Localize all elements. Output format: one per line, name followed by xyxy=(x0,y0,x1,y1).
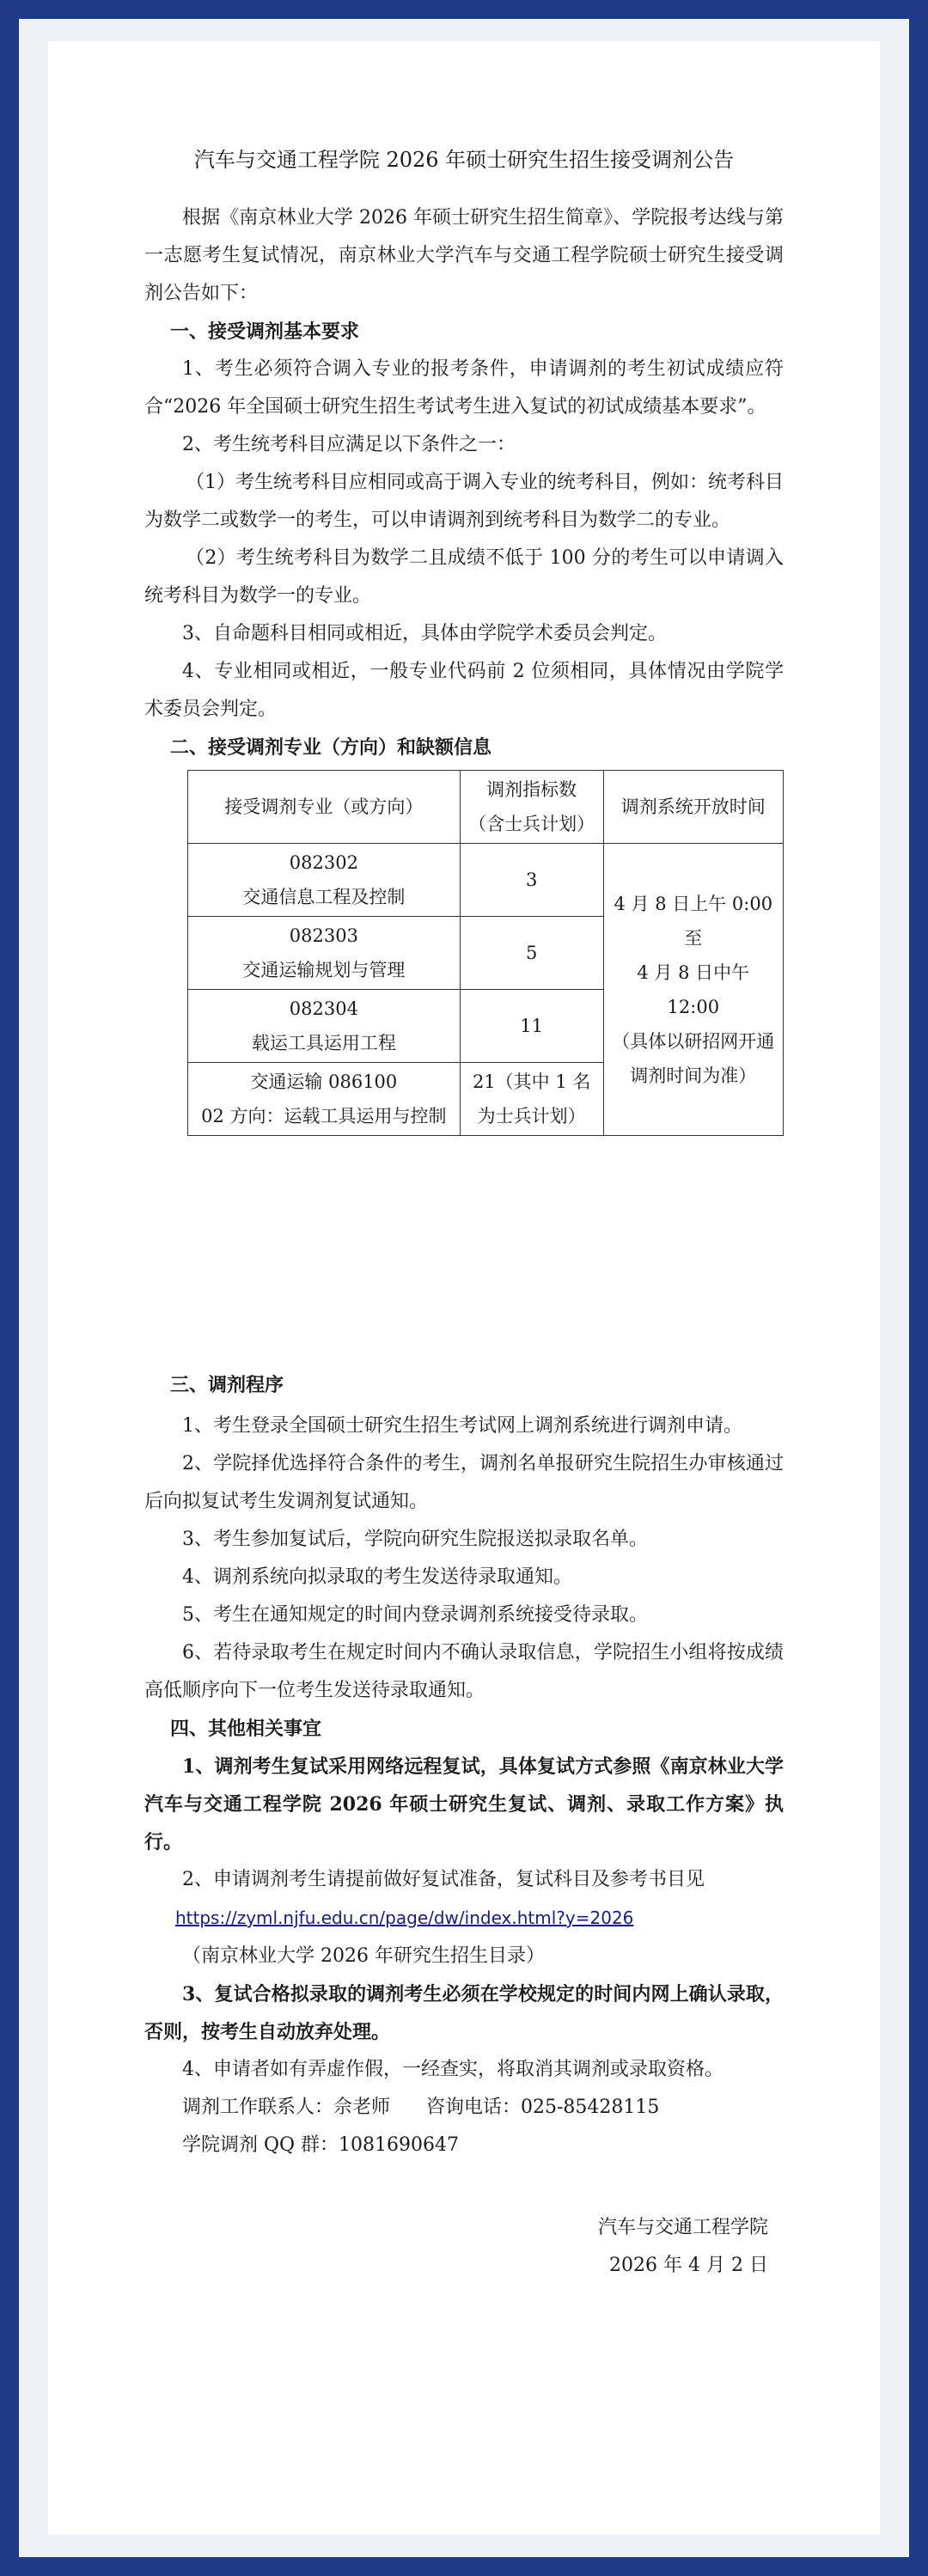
open-time-end: 4 月 8 日中午 12:00 xyxy=(637,961,750,1017)
catalog-link[interactable]: https://zyml.njfu.edu.cn/page/dw/index.html?y=2026 xyxy=(175,1908,634,1928)
section1-item-1: 1、考生必须符合调入专业的报考条件，申请调剂的考生初试成绩应符合“2026 年全国硕士研究生招生考试考生进入复试的初试成绩基本要求”。 xyxy=(144,358,784,418)
section4-item-3: 3、复试合格拟录取的调剂考生必须在学校规定的时间内网上确认录取，否则，按考生自动放弃处理。 xyxy=(144,1983,784,2043)
major-code: 082303 xyxy=(289,925,358,946)
section4-item-2: 2、申请调剂考生请提前做好复试准备，复试科目及参考书目见 xyxy=(182,1869,705,1890)
open-time-to: 至 xyxy=(684,927,703,949)
table-cell-quota: 21（其中 1 名为士兵计划） xyxy=(460,1063,603,1136)
table-header-open-time: 调剂系统开放时间 xyxy=(603,771,783,844)
major-name: 02 方向：运载工具运用与控制 xyxy=(201,1106,447,1126)
table-cell-major xyxy=(188,917,461,990)
table-row xyxy=(188,844,784,917)
section3-item-5: 5、考生在通知规定的时间内登录调剂系统接受待录取。 xyxy=(182,1604,648,1626)
major-name: 载运工具运用工程 xyxy=(251,1033,396,1053)
blank-spacer xyxy=(144,1136,784,1366)
table-cell-quota: 5 xyxy=(460,917,603,990)
major-code: 082304 xyxy=(289,998,358,1019)
section3-item-3: 3、考生参加复试后，学院向研究生院报送拟录取名单。 xyxy=(182,1529,648,1550)
table-header-quota xyxy=(460,771,603,844)
section1-item-2: 2、考生统考科目应满足以下条件之一： xyxy=(182,434,516,455)
document-paper xyxy=(48,41,880,2535)
major-name: 交通运输规划与管理 xyxy=(242,960,406,980)
intro-paragraph: 根据《南京林业大学 2026 年硕士研究生招生简章》、学院报考达线与第一志愿考生复试情况，南京林业大学汽车与交通工程学院硕士研究生接受调剂公告如下： xyxy=(144,207,784,304)
catalog-link-note: （南京林业大学 2026 年研究生招生目录） xyxy=(182,1945,545,1967)
catalog-link-row xyxy=(144,1899,784,1938)
section3-item-4: 4、调剂系统向拟录取的考生发送待录取通知。 xyxy=(182,1566,572,1588)
table-header-major: 接受调剂专业（或方向） xyxy=(188,771,461,844)
section1-item-3: 3、自命题科目相同或相近，具体由学院学术委员会判定。 xyxy=(182,623,667,644)
table-cell-major xyxy=(188,990,461,1063)
table-header-quota-line2: （含士兵计划） xyxy=(468,814,595,834)
qq-group-line: 学院调剂 QQ 群：1081690647 xyxy=(182,2134,460,2156)
section3-item-1: 1、考生登录全国硕士研究生招生考试网上调剂系统进行调剂申请。 xyxy=(182,1415,742,1437)
open-time-note: （具体以研招网开通调剂时间为准） xyxy=(612,1030,775,1086)
section2-heading: 二、接受调剂专业（方向）和缺额信息 xyxy=(170,736,492,759)
open-time-start: 4 月 8 日上午 0:00 xyxy=(614,893,773,914)
page-title: 汽车与交通工程学院 2026 年硕士研究生招生接受调剂公告 xyxy=(193,148,735,172)
document-content xyxy=(144,41,784,2285)
major-name: 交通信息工程及控制 xyxy=(242,887,406,907)
section1-heading: 一、接受调剂基本要求 xyxy=(170,320,360,343)
section1-item-2b: （2）考生统考科目为数学二且成绩不低于 100 分的考生可以申请调入统考科目为数学一的专业。 xyxy=(144,547,784,607)
section3-item-2: 2、学院择优选择符合条件的考生，调剂名单报研究生院招生办审核通过后向拟复试考生发调剂复试通知。 xyxy=(144,1453,784,1512)
section4-item-4: 4、申请者如有弄虚作假，一经查实，将取消其调剂或录取资格。 xyxy=(182,2059,723,2080)
major-code: 交通运输 086100 xyxy=(250,1071,398,1092)
section1-item-4: 4、专业相同或相近，一般专业代码前 2 位须相同，具体情况由学院学术委员会判定。 xyxy=(144,661,784,720)
quota-table xyxy=(187,770,784,1136)
table-cell-open-time xyxy=(603,844,783,1136)
section4-item-1: 1、调剂考生复试采用网络远程复试，具体复试方式参照《南京林业大学汽车与交通工程学院 2026 年硕士研究生复试、调剂、录取工作方案》执行。 xyxy=(144,1755,784,1853)
section3-item-6: 6、若待录取考生在规定时间内不确认录取信息，学院招生小组将按成绩高低顺序向下一位考生发送待录取通知。 xyxy=(144,1642,784,1701)
table-cell-major xyxy=(188,844,461,917)
major-code: 082302 xyxy=(289,852,358,873)
section4-heading: 四、其他相关事宜 xyxy=(170,1718,322,1740)
table-cell-quota: 3 xyxy=(460,844,603,917)
section3-heading: 三、调剂程序 xyxy=(170,1374,284,1396)
signature-org: 汽车与交通工程学院 xyxy=(597,2217,768,2238)
section1-item-2a: （1）考生统考科目应相同或高于调入专业的统考科目，例如：统考科目为数学二或数学一的考生，可以申请调剂到统考科目为数学二的专业。 xyxy=(144,472,784,531)
signature-date: 2026 年 4 月 2 日 xyxy=(609,2255,768,2276)
table-cell-quota: 11 xyxy=(460,990,603,1063)
table-header-quota-line1: 调剂指标数 xyxy=(486,779,577,800)
contact-line: 调剂工作联系人：佘老师 咨询电话：025-85428115 xyxy=(182,2097,660,2118)
table-cell-major xyxy=(188,1063,461,1136)
table-header-row xyxy=(188,771,784,844)
